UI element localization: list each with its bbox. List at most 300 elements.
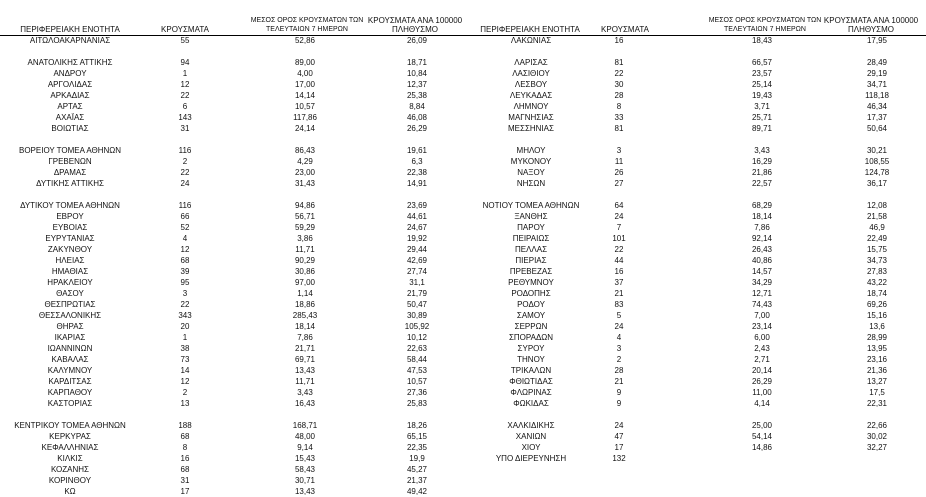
- right-cell-cases: 28: [614, 366, 624, 375]
- right-cell-avg7: 3,43: [754, 146, 770, 155]
- left-cell-avg7: 3,86: [297, 234, 313, 243]
- right-cell-region: ΝΟΤΙΟΥ ΤΟΜΕΑ ΑΘΗΝΩΝ: [482, 201, 580, 210]
- right-cell-per100k: 13,6: [869, 322, 885, 331]
- right-cell-region: ΧΑΛΚΙΔΙΚΗΣ: [507, 421, 555, 430]
- left-cell-avg7: 4,00: [297, 69, 313, 78]
- left-cell-avg7: 59,29: [294, 223, 316, 232]
- left-cell-cases: 20: [180, 322, 190, 331]
- left-cell-per100k: 24,67: [406, 223, 428, 232]
- left-cell-cases: 31: [180, 124, 190, 133]
- right-cell-region: ΛΗΜΝΟΥ: [513, 102, 549, 111]
- left-cell-region: ΚΩ: [64, 487, 76, 496]
- right-cell-region: ΜΕΣΣΗΝΙΑΣ: [508, 124, 554, 133]
- right-cell-per100k: 108,55: [864, 157, 890, 166]
- left-cell-per100k: 42,69: [406, 256, 428, 265]
- left-cell-cases: 143: [178, 113, 192, 122]
- left-cell-region: ΚΙΛΚΙΣ: [57, 454, 83, 463]
- left-cell-cases: 12: [180, 377, 190, 386]
- right-cell-avg7: 6,00: [754, 333, 770, 342]
- right-cell-avg7: 66,57: [751, 58, 773, 67]
- left-cell-cases: 6: [182, 102, 188, 111]
- right-cell-per100k: 22,31: [866, 399, 888, 408]
- right-cell-per100k: 32,27: [866, 443, 888, 452]
- left-cell-avg7: 10,57: [294, 102, 316, 111]
- left-cell-region: ΑΧΑΪΑΣ: [55, 113, 85, 122]
- right-cell-per100k: 15,16: [866, 311, 888, 320]
- left-cell-cases: 94: [180, 58, 190, 67]
- right-cell-cases: 44: [614, 256, 624, 265]
- left-cell-per100k: 46,08: [406, 113, 428, 122]
- left-cell-avg7: 52,86: [294, 36, 316, 45]
- left-cell-region: ΚΕΦΑΛΛΗΝΙΑΣ: [41, 443, 99, 452]
- left-cell-avg7: 7,86: [297, 333, 313, 342]
- left-cell-avg7: 21,71: [294, 344, 316, 353]
- right-cell-per100k: 29,19: [866, 69, 888, 78]
- right-cell-avg7: 92,14: [751, 234, 773, 243]
- right-cell-cases: 81: [614, 58, 624, 67]
- left-cell-avg7: 89,00: [294, 58, 316, 67]
- left-cell-region: ΓΡΕΒΕΝΩΝ: [48, 157, 92, 166]
- left-cell-avg7: 1,14: [297, 289, 313, 298]
- left-cell-avg7: 48,00: [294, 432, 316, 441]
- left-cell-avg7: 69,71: [294, 355, 316, 364]
- right-cell-region: ΛΕΥΚΑΔΑΣ: [509, 91, 553, 100]
- right-cell-per100k: 17,95: [866, 36, 888, 45]
- left-cell-cases: 68: [180, 465, 190, 474]
- left-cell-per100k: 19,61: [406, 146, 428, 155]
- left-cell-avg7: 13,43: [294, 366, 316, 375]
- left-cell-per100k: 65,15: [406, 432, 428, 441]
- right-cell-cases: 22: [614, 69, 624, 78]
- right-cell-region: ΛΕΣΒΟΥ: [514, 80, 548, 89]
- left-cell-cases: 38: [180, 344, 190, 353]
- left-cell-avg7: 18,86: [294, 300, 316, 309]
- left-cell-avg7: 30,71: [294, 476, 316, 485]
- right-cell-cases: 26: [614, 168, 624, 177]
- right-cell-cases: 21: [614, 377, 624, 386]
- right-cell-per100k: 17,37: [866, 113, 888, 122]
- header-per100k-left-line1: ΚΡΟΥΣΜΑΤΑ ΑΝΑ 100000: [367, 16, 463, 25]
- right-cell-region: ΛΑΚΩΝΙΑΣ: [510, 36, 552, 45]
- right-cell-region: ΦΛΩΡΙΝΑΣ: [510, 388, 552, 397]
- right-cell-per100k: 43,22: [866, 278, 888, 287]
- left-cell-region: ΚΑΡΠΑΘΟΥ: [47, 388, 93, 397]
- right-cell-per100k: 36,17: [866, 179, 888, 188]
- left-cell-cases: 188: [178, 421, 192, 430]
- left-cell-region: ΘΕΣΣΑΛΟΝΙΚΗΣ: [38, 311, 102, 320]
- right-cell-avg7: 4,14: [754, 399, 770, 408]
- right-cell-region: ΦΘΙΩΤΙΔΑΣ: [509, 377, 553, 386]
- left-cell-cases: 12: [180, 80, 190, 89]
- left-cell-per100k: 14,91: [406, 179, 428, 188]
- left-cell-avg7: 285,43: [292, 311, 318, 320]
- right-cell-region: ΡΟΔΟΥ: [517, 300, 545, 309]
- left-cell-cases: 17: [180, 487, 190, 496]
- left-cell-per100k: 10,12: [406, 333, 428, 342]
- right-cell-avg7: 20,14: [751, 366, 773, 375]
- right-cell-per100k: 15,75: [866, 245, 888, 254]
- left-cell-cases: 22: [180, 300, 190, 309]
- left-cell-region: ΖΑΚΥΝΘΟΥ: [47, 245, 93, 254]
- left-cell-per100k: 26,29: [406, 124, 428, 133]
- right-cell-avg7: 18,43: [751, 36, 773, 45]
- left-cell-avg7: 94,86: [294, 201, 316, 210]
- left-cell-per100k: 22,38: [406, 168, 428, 177]
- left-cell-avg7: 9,14: [297, 443, 313, 452]
- right-cell-avg7: 25,14: [751, 80, 773, 89]
- left-cell-avg7: 15,43: [294, 454, 316, 463]
- right-cell-region: ΠΕΛΛΑΣ: [514, 245, 548, 254]
- header-per100k-right: [816, 16, 926, 34]
- left-cell-per100k: 25,83: [406, 399, 428, 408]
- right-cell-cases: 8: [616, 102, 622, 111]
- left-cell-region: ΑΝΔΡΟΥ: [53, 69, 87, 78]
- left-cell-cases: 24: [180, 179, 190, 188]
- right-cell-cases: 17: [614, 443, 624, 452]
- left-cell-region: ΒΟΙΩΤΙΑΣ: [51, 124, 89, 133]
- left-cell-per100k: 8,84: [409, 102, 425, 111]
- right-cell-region: ΜΗΛΟΥ: [516, 146, 546, 155]
- right-cell-region: ΠΡΕΒΕΖΑΣ: [509, 267, 553, 276]
- left-cell-cases: 12: [180, 245, 190, 254]
- left-cell-per100k: 23,69: [406, 201, 428, 210]
- right-cell-per100k: 34,73: [866, 256, 888, 265]
- right-cell-region: ΠΙΕΡΙΑΣ: [515, 256, 547, 265]
- right-cell-cases: 83: [614, 300, 624, 309]
- right-cell-cases: 27: [614, 179, 624, 188]
- left-cell-avg7: 31,43: [294, 179, 316, 188]
- right-cell-per100k: 50,64: [866, 124, 888, 133]
- left-cell-region: ΗΛΕΙΑΣ: [55, 256, 85, 265]
- left-cell-region: ΒΟΡΕΙΟΥ ΤΟΜΕΑ ΑΘΗΝΩΝ: [18, 146, 122, 155]
- left-cell-per100k: 27,74: [406, 267, 428, 276]
- left-cell-region: ΚΑΛΥΜΝΟΥ: [47, 366, 93, 375]
- right-cell-per100k: 22,49: [866, 234, 888, 243]
- left-cell-region: ΚΑΒΑΛΑΣ: [51, 355, 89, 364]
- right-cell-cases: 9: [616, 399, 622, 408]
- right-cell-per100k: 21,36: [866, 366, 888, 375]
- left-cell-region: ΚΕΝΤΡΙΚΟΥ ΤΟΜΕΑ ΑΘΗΝΩΝ: [14, 421, 126, 430]
- left-cell-cases: 22: [180, 168, 190, 177]
- right-cell-region: ΣΕΡΡΩΝ: [514, 322, 548, 331]
- left-cell-per100k: 10,57: [406, 377, 428, 386]
- right-cell-avg7: 40,86: [751, 256, 773, 265]
- left-cell-per100k: 50,47: [406, 300, 428, 309]
- header-per100k-right-line1: ΚΡΟΥΣΜΑΤΑ ΑΝΑ 100000: [823, 16, 919, 25]
- left-cell-avg7: 23,00: [294, 168, 316, 177]
- left-cell-cases: 116: [178, 201, 192, 210]
- left-cell-avg7: 30,86: [294, 267, 316, 276]
- left-cell-per100k: 10,84: [406, 69, 428, 78]
- left-cell-per100k: 6,3: [411, 157, 423, 166]
- right-cell-per100k: 30,02: [866, 432, 888, 441]
- left-cell-region: ΚΟΖΑΝΗΣ: [50, 465, 90, 474]
- left-cell-region: ΙΚΑΡΙΑΣ: [54, 333, 86, 342]
- header-avg7-left-line1: ΜΕΣΟΣ ΟΡΟΣ ΚΡΟΥΣΜΑΤΩΝ ΤΩΝ: [250, 17, 364, 24]
- left-cell-region: ΘΗΡΑΣ: [56, 322, 84, 331]
- left-cell-region: ΔΥΤΙΚΗΣ ΑΤΤΙΚΗΣ: [36, 179, 104, 188]
- left-cell-cases: 55: [180, 36, 190, 45]
- left-cell-per100k: 105,92: [404, 322, 430, 331]
- right-cell-region: ΧΑΝΙΩΝ: [515, 432, 547, 441]
- left-cell-region: ΕΥΡΥΤΑΝΙΑΣ: [45, 234, 95, 243]
- left-cell-region: ΑΡΓΟΛΙΔΑΣ: [47, 80, 93, 89]
- right-cell-region: ΝΗΣΩΝ: [516, 179, 546, 188]
- right-cell-cases: 64: [614, 201, 624, 210]
- right-cell-per100k: 23,16: [866, 355, 888, 364]
- left-cell-avg7: 58,43: [294, 465, 316, 474]
- right-cell-region: ΡΟΔΟΠΗΣ: [511, 289, 551, 298]
- left-cell-cases: 31: [180, 476, 190, 485]
- right-cell-per100k: 12,08: [866, 201, 888, 210]
- left-cell-region: ΑΝΑΤΟΛΙΚΗΣ ΑΤΤΙΚΗΣ: [27, 58, 113, 67]
- left-cell-avg7: 168,71: [292, 421, 318, 430]
- right-cell-region: ΠΑΡΟΥ: [517, 223, 545, 232]
- right-cell-per100k: 13,95: [866, 344, 888, 353]
- left-cell-avg7: 56,71: [294, 212, 316, 221]
- right-cell-region: ΛΑΣΙΘΙΟΥ: [512, 69, 550, 78]
- left-cell-region: ΔΥΤΙΚΟΥ ΤΟΜΕΑ ΑΘΗΝΩΝ: [20, 201, 120, 210]
- right-cell-region: ΥΠΟ ΔΙΕΡΕΥΝΗΣΗ: [495, 454, 567, 463]
- left-cell-cases: 116: [178, 146, 192, 155]
- right-cell-avg7: 7,86: [754, 223, 770, 232]
- left-cell-cases: 73: [180, 355, 190, 364]
- right-cell-cases: 28: [614, 91, 624, 100]
- left-cell-region: ΘΑΣΟΥ: [56, 289, 84, 298]
- left-cell-per100k: 19,92: [406, 234, 428, 243]
- left-cell-per100k: 27,36: [406, 388, 428, 397]
- left-cell-cases: 4: [182, 234, 188, 243]
- left-cell-region: ΚΑΡΔΙΤΣΑΣ: [48, 377, 92, 386]
- right-cell-avg7: 25,71: [751, 113, 773, 122]
- right-cell-avg7: 2,43: [754, 344, 770, 353]
- right-cell-avg7: 26,43: [751, 245, 773, 254]
- left-cell-region: ΙΩΑΝΝΙΝΩΝ: [47, 344, 93, 353]
- header-avg7-left-line2: ΤΕΛΕΥΤΑΙΩΝ 7 ΗΜΕΡΩΝ: [266, 26, 348, 33]
- right-cell-per100k: 118,18: [865, 91, 889, 100]
- right-cell-region: ΧΙΟΥ: [521, 443, 541, 452]
- header-avg7-right-line1: ΜΕΣΟΣ ΟΡΟΣ ΚΡΟΥΣΜΑΤΩΝ ΤΩΝ: [708, 17, 822, 24]
- right-cell-cases: 9: [616, 388, 622, 397]
- right-cell-cases: 132: [612, 454, 626, 463]
- right-cell-cases: 101: [612, 234, 626, 243]
- right-cell-per100k: 30,21: [866, 146, 888, 155]
- left-cell-region: ΘΕΣΠΡΩΤΙΑΣ: [44, 300, 96, 309]
- left-cell-per100k: 21,37: [406, 476, 428, 485]
- left-cell-per100k: 47,53: [406, 366, 428, 375]
- left-cell-avg7: 3,43: [297, 388, 313, 397]
- left-cell-per100k: 19,9: [409, 454, 425, 463]
- right-cell-region: ΦΩΚΙΔΑΣ: [513, 399, 549, 408]
- right-cell-region: ΛΑΡΙΣΑΣ: [514, 58, 548, 67]
- right-cell-per100k: 28,49: [866, 58, 888, 67]
- header-rule: [0, 35, 926, 36]
- right-cell-avg7: 11,00: [752, 388, 772, 397]
- right-cell-region: ΜΑΓΝΗΣΙΑΣ: [508, 113, 554, 122]
- right-cell-cases: 21: [614, 289, 624, 298]
- header-per100k-right-line2: ΠΛΗΘΥΣΜΟ: [847, 25, 895, 34]
- right-cell-cases: 16: [614, 267, 624, 276]
- right-cell-cases: 16: [614, 36, 624, 45]
- left-cell-cases: 52: [180, 223, 190, 232]
- right-cell-cases: 33: [614, 113, 624, 122]
- right-cell-cases: 4: [616, 333, 622, 342]
- right-cell-per100k: 28,99: [866, 333, 888, 342]
- left-cell-avg7: 16,43: [294, 399, 316, 408]
- right-cell-per100k: 17,5: [869, 388, 885, 397]
- right-cell-per100k: 13,27: [866, 377, 888, 386]
- right-cell-region: ΝΑΞΟΥ: [517, 168, 545, 177]
- left-cell-cases: 16: [180, 454, 190, 463]
- right-cell-cases: 24: [614, 322, 624, 331]
- left-cell-cases: 39: [180, 267, 190, 276]
- right-cell-avg7: 7,00: [754, 311, 770, 320]
- left-cell-per100k: 22,35: [406, 443, 428, 452]
- left-cell-region: ΚΑΣΤΟΡΙΑΣ: [47, 399, 93, 408]
- right-cell-region: ΜΥΚΟΝΟΥ: [510, 157, 552, 166]
- right-cell-per100k: 34,71: [866, 80, 888, 89]
- left-cell-cases: 2: [182, 157, 188, 166]
- right-cell-region: ΡΕΘΥΜΝΟΥ: [508, 278, 554, 287]
- right-cell-avg7: 34,29: [751, 278, 773, 287]
- left-cell-cases: 14: [180, 366, 190, 375]
- right-cell-avg7: 18,14: [751, 212, 773, 221]
- left-cell-region: ΚΟΡΙΝΘΟΥ: [48, 476, 92, 485]
- left-cell-per100k: 18,26: [406, 421, 428, 430]
- right-cell-cases: 37: [614, 278, 624, 287]
- left-cell-per100k: 21,79: [406, 289, 428, 298]
- right-cell-region: ΤΡΙΚΑΛΩΝ: [510, 366, 552, 375]
- right-cell-cases: 47: [614, 432, 624, 441]
- left-cell-cases: 95: [180, 278, 190, 287]
- left-cell-region: ΑΡΚΑΔΙΑΣ: [50, 91, 90, 100]
- right-cell-avg7: 14,86: [751, 443, 773, 452]
- left-cell-per100k: 58,44: [406, 355, 428, 364]
- right-cell-cases: 24: [614, 421, 624, 430]
- left-cell-avg7: 86,43: [294, 146, 316, 155]
- right-cell-avg7: 22,57: [751, 179, 773, 188]
- left-cell-region: ΕΥΒΟΙΑΣ: [52, 223, 88, 232]
- right-cell-avg7: 23,14: [751, 322, 773, 331]
- right-cell-per100k: 21,58: [866, 212, 888, 221]
- left-cell-cases: 3: [182, 289, 188, 298]
- left-cell-avg7: 24,14: [294, 124, 316, 133]
- header-per100k-left: [360, 16, 470, 34]
- right-cell-avg7: 89,71: [751, 124, 773, 133]
- left-cell-avg7: 4,29: [297, 157, 313, 166]
- right-cell-cases: 11: [614, 157, 624, 166]
- left-cell-per100k: 49,42: [406, 487, 428, 496]
- left-cell-avg7: 11,71: [295, 377, 315, 386]
- header-cases-right: ΚΡΟΥΣΜΑΤΑ: [601, 25, 649, 34]
- left-cell-region: ΔΡΑΜΑΣ: [53, 168, 87, 177]
- left-cell-avg7: 17,00: [294, 80, 316, 89]
- right-cell-avg7: 26,29: [751, 377, 773, 386]
- left-cell-cases: 68: [180, 256, 190, 265]
- right-cell-avg7: 21,86: [751, 168, 773, 177]
- right-cell-region: ΞΑΝΘΗΣ: [514, 212, 548, 221]
- right-cell-avg7: 16,29: [751, 157, 773, 166]
- right-cell-avg7: 3,71: [754, 102, 770, 111]
- right-cell-avg7: 54,14: [751, 432, 773, 441]
- header-region-left: ΠΕΡΙΦΕΡΕΙΑΚΗ ΕΝΟΤΗΤΑ: [20, 25, 120, 34]
- left-cell-per100k: 45,27: [406, 465, 428, 474]
- right-cell-avg7: 74,43: [751, 300, 773, 309]
- left-cell-avg7: 14,14: [294, 91, 316, 100]
- right-cell-per100k: 22,66: [866, 421, 888, 430]
- right-cell-cases: 22: [614, 245, 624, 254]
- left-cell-cases: 68: [180, 432, 190, 441]
- right-cell-avg7: 2,71: [754, 355, 770, 364]
- right-cell-region: ΣΑΜΟΥ: [516, 311, 546, 320]
- left-cell-per100k: 18,71: [406, 58, 428, 67]
- left-cell-avg7: 90,29: [294, 256, 316, 265]
- right-cell-region: ΠΕΙΡΑΙΩΣ: [512, 234, 550, 243]
- left-cell-region: ΚΕΡΚΥΡΑΣ: [49, 432, 91, 441]
- left-cell-avg7: 11,71: [295, 245, 315, 254]
- right-cell-cases: 3: [616, 344, 622, 353]
- left-cell-cases: 22: [180, 91, 190, 100]
- right-cell-per100k: 27,83: [866, 267, 888, 276]
- left-cell-avg7: 13,43: [294, 487, 316, 496]
- header-avg7-right-line2: ΤΕΛΕΥΤΑΙΩΝ 7 ΗΜΕΡΩΝ: [724, 26, 806, 33]
- right-cell-per100k: 124,78: [864, 168, 890, 177]
- left-cell-per100k: 12,37: [406, 80, 428, 89]
- right-cell-per100k: 46,9: [869, 223, 885, 232]
- right-cell-region: ΣΥΡΟΥ: [517, 344, 545, 353]
- right-cell-cases: 5: [616, 311, 622, 320]
- right-cell-avg7: 19,43: [751, 91, 773, 100]
- right-cell-region: ΣΠΟΡΑΔΩΝ: [508, 333, 554, 342]
- right-cell-region: ΤΗΝΟΥ: [517, 355, 545, 364]
- left-cell-per100k: 29,44: [406, 245, 428, 254]
- right-cell-cases: 3: [616, 146, 622, 155]
- left-cell-per100k: 22,63: [406, 344, 428, 353]
- left-cell-per100k: 31,1: [409, 278, 425, 287]
- left-cell-cases: 8: [182, 443, 188, 452]
- left-cell-cases: 66: [180, 212, 190, 221]
- left-cell-per100k: 26,09: [406, 36, 428, 45]
- right-cell-cases: 24: [614, 212, 624, 221]
- left-cell-avg7: 18,14: [294, 322, 316, 331]
- left-cell-region: ΑΙΤΩΛΟΑΚΑΡΝΑΝΙΑΣ: [29, 36, 111, 45]
- right-cell-avg7: 14,57: [751, 267, 773, 276]
- left-cell-region: ΑΡΤΑΣ: [57, 102, 83, 111]
- left-cell-per100k: 44,61: [406, 212, 428, 221]
- left-cell-cases: 2: [182, 388, 188, 397]
- right-cell-avg7: 25,00: [751, 421, 773, 430]
- left-cell-cases: 343: [178, 311, 192, 320]
- right-cell-cases: 81: [614, 124, 624, 133]
- left-cell-per100k: 30,89: [406, 311, 428, 320]
- header-region-right: ΠΕΡΙΦΕΡΕΙΑΚΗ ΕΝΟΤΗΤΑ: [480, 25, 580, 34]
- right-cell-avg7: 68,29: [751, 201, 773, 210]
- right-cell-per100k: 18,74: [866, 289, 888, 298]
- left-cell-cases: 1: [182, 69, 188, 78]
- right-cell-per100k: 46,34: [866, 102, 888, 111]
- right-cell-avg7: 12,71: [751, 289, 773, 298]
- left-cell-region: ΕΒΡΟΥ: [56, 212, 84, 221]
- header-per100k-left-line2: ΠΛΗΘΥΣΜΟ: [391, 25, 439, 34]
- right-cell-avg7: 23,57: [751, 69, 773, 78]
- left-cell-region: ΗΜΑΘΙΑΣ: [51, 267, 89, 276]
- left-cell-cases: 1: [182, 333, 188, 342]
- right-cell-per100k: 69,26: [866, 300, 888, 309]
- left-cell-per100k: 25,38: [406, 91, 428, 100]
- left-cell-avg7: 97,00: [294, 278, 316, 287]
- right-cell-cases: 7: [616, 223, 622, 232]
- left-cell-cases: 13: [180, 399, 190, 408]
